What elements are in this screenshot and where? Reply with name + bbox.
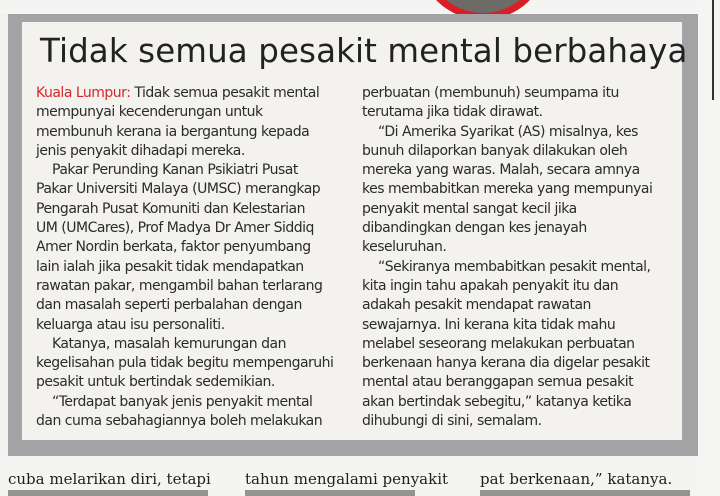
text-line: Katanya, masalah kemurungan dan: [52, 335, 286, 352]
dateline: Kuala Lumpur:: [36, 85, 131, 101]
text-line: keluarga atau isu personaliti.: [36, 316, 225, 333]
paragraph: [36, 161, 348, 335]
text-line: “Di Amerika Syarikat (AS) misalnya, kes: [378, 123, 638, 140]
paragraph: [362, 258, 666, 432]
text-line: perbuatan (membunuh) seumpama itu: [362, 85, 619, 101]
next-article-line: pat berkenaan,” katanya.: [480, 470, 673, 488]
text-line: berkenaan hanya kerana dia digelar pesakit: [362, 355, 650, 372]
news-article: [22, 22, 688, 440]
text-line: terutama jika tidak dirawat.: [362, 104, 543, 121]
text-line: kegelisahan pula tidak begitu mempengaruhi: [36, 355, 334, 372]
cut-off-text-line: [8, 490, 208, 496]
cut-off-text-line: [245, 490, 415, 496]
text-line: dan cuma sebahagiannya boleh melakukan: [36, 413, 323, 430]
text-line: Amer Nordin berkata, faktor penyumbang: [36, 239, 311, 256]
text-line: “Terdapat banyak jenis penyakit mental: [52, 393, 313, 410]
text-line: kita ingin tahu apakah penyakit itu dan: [362, 277, 619, 294]
text-line: mental atau beranggapan semua pesakit: [362, 374, 634, 391]
text-line: sewajarnya. Ini kerana kita tidak mahu: [362, 316, 616, 333]
cut-off-text-line: [480, 490, 690, 496]
text-line: mereka yang waras. Malah, secara amnya: [362, 162, 640, 179]
text-line: dibandingkan dengan kes jenayah: [362, 220, 587, 237]
text-line: melabel seseorang melakukan perbuatan: [362, 335, 635, 352]
text-line: akan bertindak sebegitu,” katanya ketika: [362, 393, 632, 410]
text-line: mempunyai kecenderungan untuk: [36, 104, 263, 121]
text-line: penyakit mental sangat kecil jika: [362, 200, 577, 217]
text-line: Tidak semua pesakit mental: [134, 85, 320, 101]
newspaper-top-margin: [0, 0, 720, 14]
text-line: lain ialah jika pesakit tidak mendapatkan: [36, 258, 304, 275]
text-line: adakah pesakit mendapat rawatan: [362, 297, 591, 314]
text-line: jenis penyakit dihadapi mereka.: [36, 142, 245, 159]
article-column-1: [36, 84, 348, 431]
next-article-line: cuba melarikan diri, tetapi: [8, 470, 211, 488]
text-line: kes membabitkan mereka yang mempunyai: [362, 181, 653, 198]
paragraph: [362, 84, 666, 123]
paragraph: [36, 84, 348, 161]
text-line: UM (UMCares), Prof Madya Dr Amer Siddiq: [36, 220, 314, 237]
text-line: dan masalah seperti perbalahan dengan: [36, 297, 302, 314]
paragraph: [36, 335, 348, 393]
article-headline: Tidak semua pesakit mental berbahaya: [40, 32, 688, 70]
text-line: dihubungi di sini, semalam.: [362, 413, 542, 430]
adjacent-page-edge: [698, 0, 720, 496]
paragraph: [36, 393, 348, 432]
text-line: Pengarah Pusat Komuniti dan Kelestarian: [36, 200, 305, 217]
text-line: Pakar Universiti Malaya (UMSC) merangkap: [36, 181, 321, 198]
text-line: keseluruhan.: [362, 239, 447, 256]
text-line: Pakar Perunding Kanan Psikiatri Pusat: [52, 162, 298, 179]
paragraph: [362, 123, 666, 258]
text-line: “Sekiranya membabitkan pesakit mental,: [378, 258, 651, 275]
next-article-line: tahun mengalami penyakit: [245, 470, 449, 488]
text-line: bunuh dilaporkan banyak dilakukan oleh: [362, 142, 628, 159]
adjacent-page-rule: [712, 0, 714, 100]
text-line: membunuh kerana ia bergantung kepada: [36, 123, 310, 140]
text-line: pesakit untuk bertindak sedemikian.: [36, 374, 275, 391]
article-column-2: [362, 84, 666, 431]
text-line: rawatan pakar, mengambil bahan terlarang: [36, 277, 323, 294]
